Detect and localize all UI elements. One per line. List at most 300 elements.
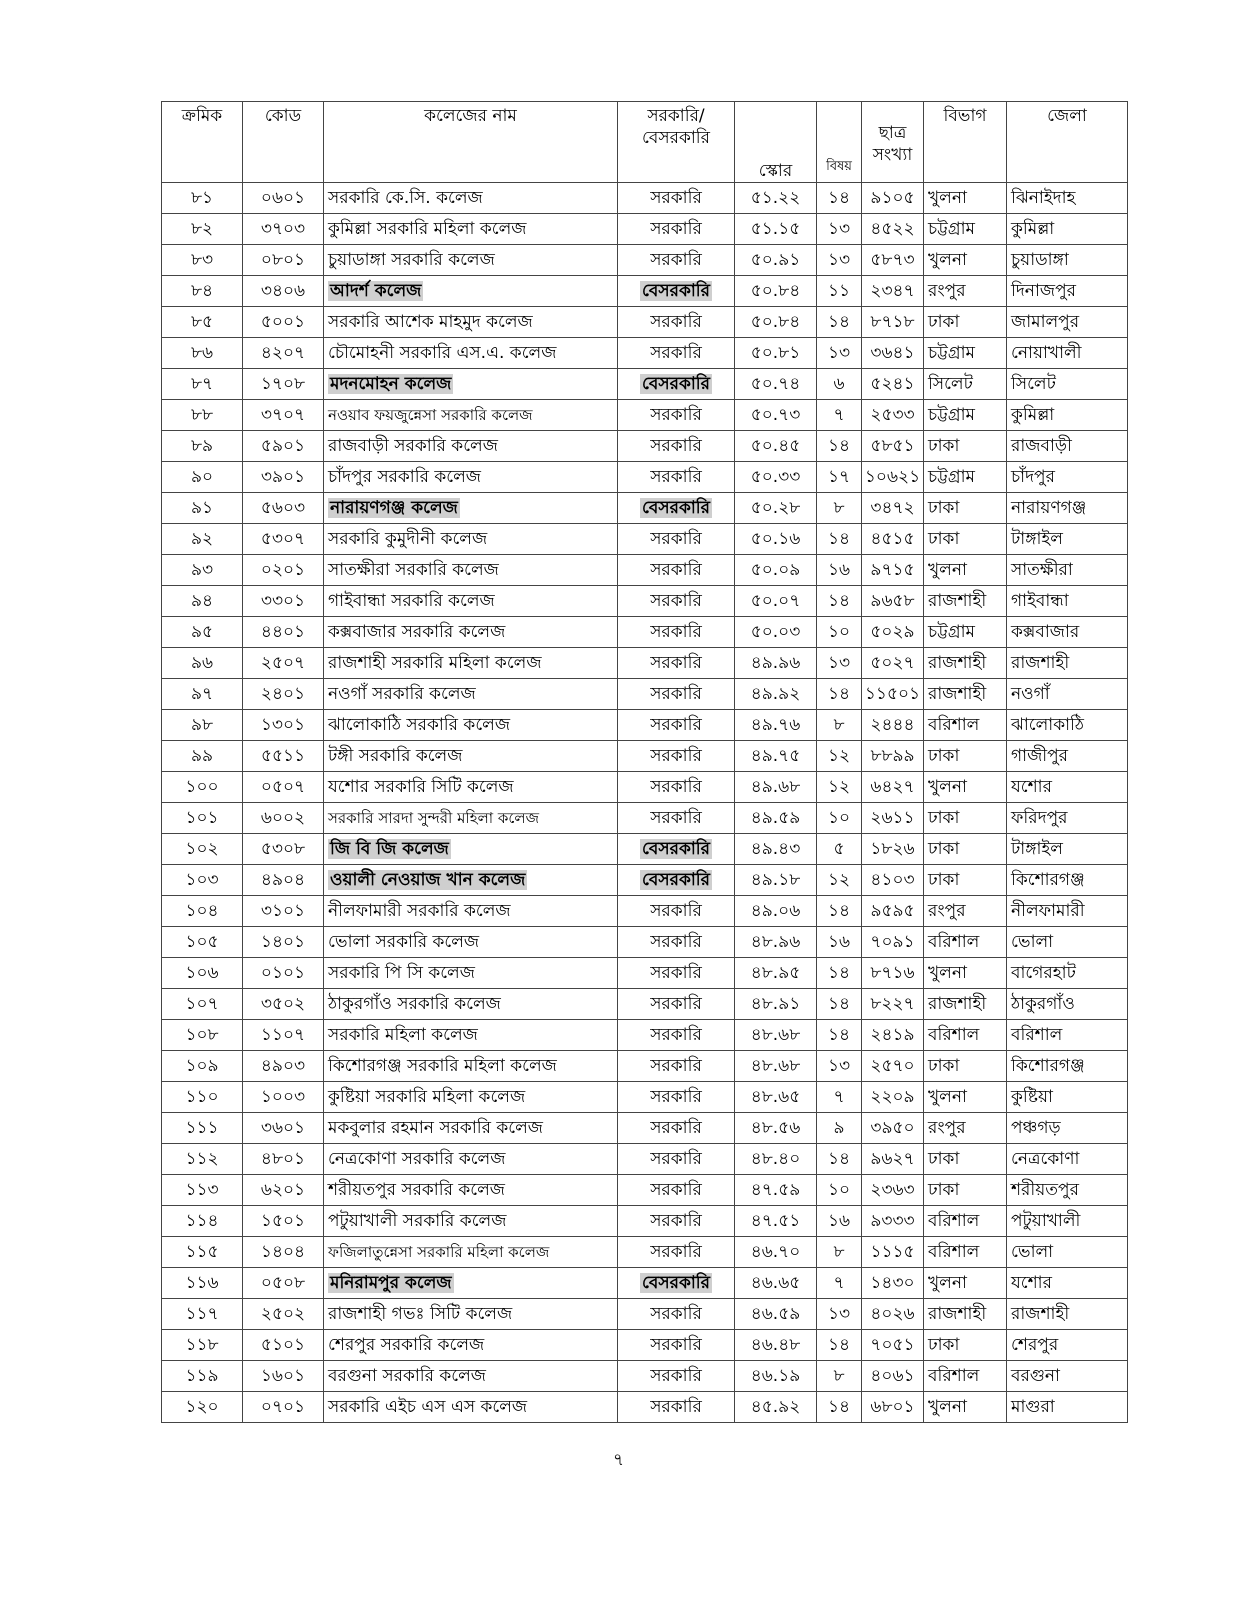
cell-type: সরকারি	[618, 183, 735, 214]
cell-students: ৭০৫১	[862, 1330, 924, 1361]
cell-college-name: জি বি জি কলেজ	[324, 834, 618, 865]
cell-code: ৫১০১	[243, 1330, 324, 1361]
cell-code: ৪৪০১	[243, 617, 324, 648]
table-row	[162, 555, 1128, 586]
cell-college-name: টঙ্গী সরকারি কলেজ	[324, 741, 618, 772]
cell-serial: ৯৪	[162, 586, 243, 617]
cell-district: দিনাজপুর	[1007, 276, 1128, 307]
cell-serial: ১১৩	[162, 1175, 243, 1206]
cell-type: সরকারি	[618, 338, 735, 369]
cell-students: ৬৪২৭	[862, 772, 924, 803]
cell-college-name: সরকারি কে.সি. কলেজ	[324, 183, 618, 214]
cell-district: পটুয়াখালী	[1007, 1206, 1128, 1237]
cell-division: বরিশাল	[924, 1237, 1007, 1268]
cell-district: ঠাকুরগাঁও	[1007, 989, 1128, 1020]
table-row	[162, 1051, 1128, 1082]
cell-code: ১৭০৮	[243, 369, 324, 400]
table-row	[162, 617, 1128, 648]
cell-division: ঢাকা	[924, 493, 1007, 524]
cell-subjects: ৮	[817, 710, 862, 741]
cell-division: ঢাকা	[924, 431, 1007, 462]
cell-serial: ৮৩	[162, 245, 243, 276]
cell-college-name: রাজশাহী সরকারি মহিলা কলেজ	[324, 648, 618, 679]
cell-district: চাঁদপুর	[1007, 462, 1128, 493]
table-row	[162, 710, 1128, 741]
cell-division: চট্টগ্রাম	[924, 338, 1007, 369]
cell-students: ৮৭১৮	[862, 307, 924, 338]
cell-score: ৪৯.৯৬	[735, 648, 817, 679]
cell-district: বাগেরহাট	[1007, 958, 1128, 989]
cell-serial: ১০৪	[162, 896, 243, 927]
cell-students: ৫০২৯	[862, 617, 924, 648]
cell-type: সরকারি	[618, 710, 735, 741]
cell-score: ৪৮.৪০	[735, 1144, 817, 1175]
cell-serial: ১১৬	[162, 1268, 243, 1299]
cell-score: ৪৬.৭০	[735, 1237, 817, 1268]
cell-students: ১১৫০১	[862, 679, 924, 710]
cell-score: ৫০.২৮	[735, 493, 817, 524]
cell-score: ৫০.০৯	[735, 555, 817, 586]
cell-students: ৪০৬১	[862, 1361, 924, 1392]
cell-division: খুলনা	[924, 555, 1007, 586]
cell-score: ৪৯.৭৫	[735, 741, 817, 772]
cell-district: শরীয়তপুর	[1007, 1175, 1128, 1206]
cell-type: সরকারি	[618, 307, 735, 338]
cell-score: ৫০.৮৪	[735, 307, 817, 338]
cell-serial: ১০৭	[162, 989, 243, 1020]
table-row	[162, 276, 1128, 307]
cell-code: ৪২০৭	[243, 338, 324, 369]
cell-college-name: যশোর সরকারি সিটি কলেজ	[324, 772, 618, 803]
cell-district: গাইবান্ধা	[1007, 586, 1128, 617]
cell-students: ৯৬৫৮	[862, 586, 924, 617]
cell-code: ৫৫১১	[243, 741, 324, 772]
cell-students: ৪০২৬	[862, 1299, 924, 1330]
cell-serial: ১২০	[162, 1392, 243, 1423]
table-row	[162, 307, 1128, 338]
cell-type: সরকারি	[618, 1020, 735, 1051]
cell-code: ১১০৭	[243, 1020, 324, 1051]
cell-division: ঢাকা	[924, 834, 1007, 865]
cell-type: সরকারি	[618, 927, 735, 958]
cell-subjects: ১৪	[817, 183, 862, 214]
cell-score: ৫১.১৫	[735, 214, 817, 245]
cell-division: রাজশাহী	[924, 679, 1007, 710]
header-district: জেলা	[1007, 102, 1128, 183]
cell-college-name: আদর্শ কলেজ	[324, 276, 618, 307]
cell-type: সরকারি	[618, 958, 735, 989]
table-row	[162, 989, 1128, 1020]
cell-type: সরকারি	[618, 586, 735, 617]
cell-subjects: ১৩	[817, 1051, 862, 1082]
cell-subjects: ৬	[817, 369, 862, 400]
table-row	[162, 803, 1128, 834]
cell-score: ৪৮.৯৫	[735, 958, 817, 989]
cell-type: সরকারি	[618, 648, 735, 679]
cell-score: ৪৮.৬৮	[735, 1051, 817, 1082]
cell-subjects: ৮	[817, 1237, 862, 1268]
cell-division: রংপুর	[924, 896, 1007, 927]
cell-subjects: ১৬	[817, 555, 862, 586]
cell-score: ৪৯.১৮	[735, 865, 817, 896]
cell-subjects: ১৪	[817, 524, 862, 555]
cell-score: ৪৯.৪৩	[735, 834, 817, 865]
cell-college-name: নারায়ণগঞ্জ কলেজ	[324, 493, 618, 524]
cell-code: ৩৩০১	[243, 586, 324, 617]
cell-students: ৪৫১৫	[862, 524, 924, 555]
cell-subjects: ১৩	[817, 338, 862, 369]
cell-subjects: ৭	[817, 400, 862, 431]
cell-serial: ৯০	[162, 462, 243, 493]
cell-serial: ৯৬	[162, 648, 243, 679]
cell-division: সিলেট	[924, 369, 1007, 400]
cell-subjects: ১৪	[817, 896, 862, 927]
cell-serial: ১০০	[162, 772, 243, 803]
cell-division: খুলনা	[924, 772, 1007, 803]
cell-division: খুলনা	[924, 183, 1007, 214]
cell-division: রংপুর	[924, 276, 1007, 307]
cell-college-name: মদনমোহন কলেজ	[324, 369, 618, 400]
cell-students: ৩৪৭২	[862, 493, 924, 524]
table-row	[162, 958, 1128, 989]
cell-score: ৫০.৯১	[735, 245, 817, 276]
cell-students: ৮২২৭	[862, 989, 924, 1020]
table-row	[162, 1206, 1128, 1237]
cell-subjects: ১০	[817, 617, 862, 648]
cell-serial: ১১৯	[162, 1361, 243, 1392]
cell-district: শেরপুর	[1007, 1330, 1128, 1361]
cell-code: ৩৬০১	[243, 1113, 324, 1144]
cell-students: ৯৫৯৫	[862, 896, 924, 927]
cell-district: কুষ্টিয়া	[1007, 1082, 1128, 1113]
cell-serial: ৮২	[162, 214, 243, 245]
cell-code: ৫৩০৮	[243, 834, 324, 865]
cell-code: ৬২০১	[243, 1175, 324, 1206]
cell-college-name: মনিরামপুর কলেজ	[324, 1268, 618, 1299]
cell-serial: ১০৯	[162, 1051, 243, 1082]
cell-college-name: সরকারি কুমুদীনী কলেজ	[324, 524, 618, 555]
cell-type: সরকারি	[618, 617, 735, 648]
cell-district: কিশোরগঞ্জ	[1007, 1051, 1128, 1082]
table-row	[162, 431, 1128, 462]
cell-code: ৩১০১	[243, 896, 324, 927]
cell-subjects: ৭	[817, 1268, 862, 1299]
cell-score: ৪৭.৫১	[735, 1206, 817, 1237]
cell-division: রাজশাহী	[924, 648, 1007, 679]
cell-division: রাজশাহী	[924, 989, 1007, 1020]
header-serial: ক্রমিক	[162, 102, 243, 183]
cell-students: ২৪১৯	[862, 1020, 924, 1051]
cell-students: ৫৮৫১	[862, 431, 924, 462]
cell-college-name: মকবুলার রহমান সরকারি কলেজ	[324, 1113, 618, 1144]
cell-subjects: ১৬	[817, 1206, 862, 1237]
cell-score: ৪৬.১৯	[735, 1361, 817, 1392]
cell-serial: ৯৩	[162, 555, 243, 586]
table-row	[162, 1361, 1128, 1392]
cell-code: ০৬০১	[243, 183, 324, 214]
cell-score: ৫১.২২	[735, 183, 817, 214]
cell-students: ৩৬৪১	[862, 338, 924, 369]
table-row	[162, 586, 1128, 617]
header-name: কলেজের নাম	[324, 102, 618, 183]
header-row	[162, 102, 1128, 183]
cell-type: সরকারি	[618, 1113, 735, 1144]
cell-students: ৯৩৩৩	[862, 1206, 924, 1237]
cell-district: ভোলা	[1007, 1237, 1128, 1268]
cell-serial: ১১০	[162, 1082, 243, 1113]
cell-score: ৪৮.৯৬	[735, 927, 817, 958]
cell-code: ০১০১	[243, 958, 324, 989]
cell-college-name: সরকারি মহিলা কলেজ	[324, 1020, 618, 1051]
cell-code: ২৫০৭	[243, 648, 324, 679]
cell-score: ৪৮.৫৬	[735, 1113, 817, 1144]
cell-code: ১৫০১	[243, 1206, 324, 1237]
cell-type: সরকারি	[618, 431, 735, 462]
cell-type: সরকারি	[618, 1330, 735, 1361]
cell-division: বরিশাল	[924, 1020, 1007, 1051]
cell-district: রাজশাহী	[1007, 648, 1128, 679]
cell-type: সরকারি	[618, 214, 735, 245]
cell-college-name: গাইবান্ধা সরকারি কলেজ	[324, 586, 618, 617]
cell-district: ফরিদপুর	[1007, 803, 1128, 834]
table-row	[162, 741, 1128, 772]
cell-serial: ৮৬	[162, 338, 243, 369]
cell-subjects: ১৪	[817, 1144, 862, 1175]
cell-type: সরকারি	[618, 1206, 735, 1237]
cell-code: ৩৭০৩	[243, 214, 324, 245]
cell-college-name: ঝালোকাঠি সরকারি কলেজ	[324, 710, 618, 741]
cell-serial: ৯১	[162, 493, 243, 524]
cell-type: সরকারি	[618, 772, 735, 803]
cell-code: ১৩০১	[243, 710, 324, 741]
cell-college-name: রাজশাহী গভঃ সিটি কলেজ	[324, 1299, 618, 1330]
cell-students: ২৬১১	[862, 803, 924, 834]
cell-division: ঢাকা	[924, 1144, 1007, 1175]
cell-type: সরকারি	[618, 1144, 735, 1175]
cell-college-name: সরকারি পি সি কলেজ	[324, 958, 618, 989]
table-row	[162, 369, 1128, 400]
cell-students: ৯৬২৭	[862, 1144, 924, 1175]
cell-college-name: শেরপুর সরকারি কলেজ	[324, 1330, 618, 1361]
cell-serial: ১০৮	[162, 1020, 243, 1051]
cell-subjects: ১৩	[817, 214, 862, 245]
cell-code: ১৪০৪	[243, 1237, 324, 1268]
cell-score: ৪৯.০৬	[735, 896, 817, 927]
header-score: স্কোর	[735, 102, 817, 183]
cell-college-name: কুষ্টিয়া সরকারি মহিলা কলেজ	[324, 1082, 618, 1113]
cell-division: ঢাকা	[924, 524, 1007, 555]
cell-division: বরিশাল	[924, 1206, 1007, 1237]
cell-division: ঢাকা	[924, 741, 1007, 772]
cell-students: ৬৮০১	[862, 1392, 924, 1423]
table-row	[162, 1268, 1128, 1299]
cell-division: চট্টগ্রাম	[924, 462, 1007, 493]
cell-type: সরকারি	[618, 741, 735, 772]
cell-district: কিশোরগঞ্জ	[1007, 865, 1128, 896]
cell-type: সরকারি	[618, 679, 735, 710]
table-row	[162, 648, 1128, 679]
cell-district: ঝিনাইদাহ	[1007, 183, 1128, 214]
table-row	[162, 1299, 1128, 1330]
cell-type: সরকারি	[618, 524, 735, 555]
cell-score: ৫০.৩৩	[735, 462, 817, 493]
cell-district: জামালপুর	[1007, 307, 1128, 338]
cell-score: ৪৯.৯২	[735, 679, 817, 710]
table-row	[162, 524, 1128, 555]
table-row	[162, 1392, 1128, 1423]
cell-code: ২৪০১	[243, 679, 324, 710]
cell-code: ৪৯০৩	[243, 1051, 324, 1082]
cell-type: সরকারি	[618, 803, 735, 834]
cell-type: বেসরকারি	[618, 834, 735, 865]
cell-subjects: ১৬	[817, 927, 862, 958]
cell-students: ৪৫২২	[862, 214, 924, 245]
cell-subjects: ১৪	[817, 1330, 862, 1361]
cell-college-name: নওয়াব ফয়জুন্নেসা সরকারি কলেজ	[324, 400, 618, 431]
cell-type: বেসরকারি	[618, 1268, 735, 1299]
cell-division: খুলনা	[924, 1268, 1007, 1299]
cell-code: ৬০০২	[243, 803, 324, 834]
cell-serial: ১০৬	[162, 958, 243, 989]
cell-code: ৫৬০৩	[243, 493, 324, 524]
cell-serial: ১০২	[162, 834, 243, 865]
cell-subjects: ১৪	[817, 989, 862, 1020]
cell-division: রাজশাহী	[924, 586, 1007, 617]
cell-college-name: শরীয়তপুর সরকারি কলেজ	[324, 1175, 618, 1206]
cell-district: সিলেট	[1007, 369, 1128, 400]
cell-division: ঢাকা	[924, 1330, 1007, 1361]
cell-type: সরকারি	[618, 1361, 735, 1392]
table-row	[162, 1113, 1128, 1144]
table-row	[162, 1237, 1128, 1268]
cell-district: ঝালোকাঠি	[1007, 710, 1128, 741]
cell-students: ৫০২৭	[862, 648, 924, 679]
cell-district: নোয়াখালী	[1007, 338, 1128, 369]
cell-college-name: চৌমোহনী সরকারি এস.এ. কলেজ	[324, 338, 618, 369]
cell-serial: ৯২	[162, 524, 243, 555]
cell-students: ৯১০৫	[862, 183, 924, 214]
cell-district: কুমিল্লা	[1007, 400, 1128, 431]
cell-serial: ১১৫	[162, 1237, 243, 1268]
cell-students: ৫২৪১	[862, 369, 924, 400]
cell-serial: ৯৭	[162, 679, 243, 710]
cell-score: ৫০.৪৫	[735, 431, 817, 462]
cell-score: ৫০.০৩	[735, 617, 817, 648]
cell-score: ৪৮.৬৫	[735, 1082, 817, 1113]
cell-college-name: ঠাকুরগাঁও সরকারি কলেজ	[324, 989, 618, 1020]
cell-students: ২৩৪৭	[862, 276, 924, 307]
cell-score: ৫০.৮৪	[735, 276, 817, 307]
cell-serial: ১০১	[162, 803, 243, 834]
college-ranking-table	[161, 101, 1128, 1423]
cell-students: ৫৮৭৩	[862, 245, 924, 276]
cell-division: ঢাকা	[924, 1175, 1007, 1206]
cell-district: নেত্রকোণা	[1007, 1144, 1128, 1175]
cell-division: খুলনা	[924, 245, 1007, 276]
cell-type: বেসরকারি	[618, 493, 735, 524]
cell-subjects: ১০	[817, 803, 862, 834]
cell-division: রাজশাহী	[924, 1299, 1007, 1330]
cell-code: ০৫০৭	[243, 772, 324, 803]
table-row	[162, 245, 1128, 276]
cell-serial: ৯৯	[162, 741, 243, 772]
cell-college-name: নেত্রকোণা সরকারি কলেজ	[324, 1144, 618, 1175]
cell-college-name: চুয়াডাঙ্গা সরকারি কলেজ	[324, 245, 618, 276]
cell-score: ৫০.৭৩	[735, 400, 817, 431]
cell-students: ৭০৯১	[862, 927, 924, 958]
cell-district: গাজীপুর	[1007, 741, 1128, 772]
cell-serial: ৯৫	[162, 617, 243, 648]
cell-district: টাঙ্গাইল	[1007, 524, 1128, 555]
cell-serial: ৮৪	[162, 276, 243, 307]
cell-serial: ১০৫	[162, 927, 243, 958]
cell-district: সাতক্ষীরা	[1007, 555, 1128, 586]
cell-code: ০৭০১	[243, 1392, 324, 1423]
cell-score: ৫০.৭৪	[735, 369, 817, 400]
cell-subjects: ১৩	[817, 245, 862, 276]
cell-code: ৫৩০৭	[243, 524, 324, 555]
cell-students: ১৮২৬	[862, 834, 924, 865]
cell-division: ঢাকা	[924, 1051, 1007, 1082]
cell-district: নীলফামারী	[1007, 896, 1128, 927]
cell-college-name: ভোলা সরকারি কলেজ	[324, 927, 618, 958]
cell-serial: ৮৮	[162, 400, 243, 431]
header-students: ছাত্র সংখ্যা	[862, 102, 924, 183]
cell-division: খুলনা	[924, 1082, 1007, 1113]
cell-score: ৫০.০৭	[735, 586, 817, 617]
cell-district: যশোর	[1007, 772, 1128, 803]
table-row	[162, 1020, 1128, 1051]
table-row	[162, 400, 1128, 431]
cell-subjects: ১৪	[817, 1392, 862, 1423]
cell-score: ৪৯.৭৬	[735, 710, 817, 741]
cell-students: ৯৭১৫	[862, 555, 924, 586]
cell-score: ৪৭.৫৯	[735, 1175, 817, 1206]
cell-college-name: সরকারি সারদা সুন্দরী মহিলা কলেজ	[324, 803, 618, 834]
cell-type: সরকারি	[618, 245, 735, 276]
cell-serial: ১১৮	[162, 1330, 243, 1361]
cell-subjects: ১৭	[817, 462, 862, 493]
cell-college-name: সাতক্ষীরা সরকারি কলেজ	[324, 555, 618, 586]
cell-code: ২৫০২	[243, 1299, 324, 1330]
cell-serial: ৯৮	[162, 710, 243, 741]
cell-subjects: ১১	[817, 276, 862, 307]
cell-district: বরগুনা	[1007, 1361, 1128, 1392]
cell-district: ভোলা	[1007, 927, 1128, 958]
cell-college-name: সরকারি এইচ এস এস কলেজ	[324, 1392, 618, 1423]
cell-serial: ১১২	[162, 1144, 243, 1175]
cell-subjects: ১২	[817, 772, 862, 803]
cell-subjects: ৭	[817, 1082, 862, 1113]
table-row	[162, 1144, 1128, 1175]
cell-code: ০২০১	[243, 555, 324, 586]
cell-type: সরকারি	[618, 555, 735, 586]
cell-code: ৩৪০৬	[243, 276, 324, 307]
cell-district: চুয়াডাঙ্গা	[1007, 245, 1128, 276]
cell-subjects: ১৪	[817, 307, 862, 338]
cell-district: রাজবাড়ী	[1007, 431, 1128, 462]
cell-score: ৫০.১৬	[735, 524, 817, 555]
table-row	[162, 679, 1128, 710]
cell-division: চট্টগ্রাম	[924, 400, 1007, 431]
cell-type: সরকারি	[618, 1051, 735, 1082]
table-body	[162, 183, 1128, 1423]
cell-college-name: নওগাঁ সরকারি কলেজ	[324, 679, 618, 710]
cell-subjects: ১৪	[817, 586, 862, 617]
cell-code: ৫০০১	[243, 307, 324, 338]
cell-subjects: ৮	[817, 493, 862, 524]
cell-subjects: ৫	[817, 834, 862, 865]
